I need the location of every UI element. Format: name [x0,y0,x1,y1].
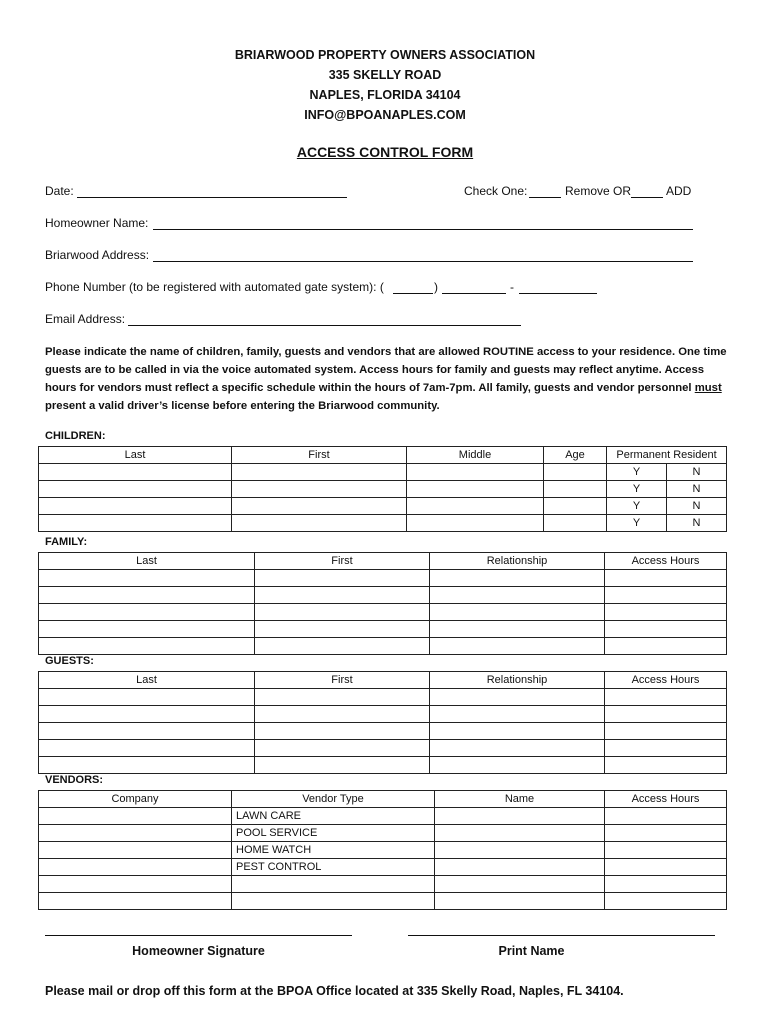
address-field[interactable] [153,261,693,262]
phone-area-code-field[interactable] [393,293,433,294]
cell[interactable] [39,723,255,740]
col-header: Last [39,447,232,464]
homeowner-signature-label: Homeowner Signature [132,944,265,958]
date-field[interactable] [77,197,347,198]
table-row [39,498,727,515]
instructions-emphasis: must [694,382,722,394]
col-header: Last [39,553,255,570]
children-section-label: CHILDREN: [45,430,106,442]
col-header: Access Hours [605,553,727,570]
cell[interactable] [605,859,727,876]
table-row [39,604,727,621]
guests-section-label: GUESTS: [45,655,94,667]
remove-check-field[interactable] [529,197,561,198]
date-label: Date: [45,184,74,198]
cell[interactable] [232,498,407,515]
cell[interactable] [255,570,430,587]
cell[interactable] [430,740,605,757]
vendor-type: HOME WATCH [232,842,435,859]
cell[interactable] [255,723,430,740]
homeowner-signature-field[interactable] [45,935,352,936]
table-row [39,464,727,481]
cell[interactable] [435,825,605,842]
cell[interactable] [435,808,605,825]
address-label: Briarwood Address: [45,248,150,262]
table-header-row [39,791,727,808]
cell[interactable] [430,570,605,587]
cell[interactable] [435,859,605,876]
org-street: 335 SKELLY ROAD [328,68,442,82]
email-field[interactable] [128,325,521,326]
phone-line-field[interactable] [519,293,597,294]
homeowner-name-field[interactable] [153,229,693,230]
cell[interactable] [39,604,255,621]
col-header: Access Hours [605,791,727,808]
table-row [39,481,727,498]
table-row [39,876,727,893]
table-row [39,621,727,638]
cell[interactable] [605,587,727,604]
col-header: Relationship [430,553,605,570]
table-header-row [39,447,727,464]
cell[interactable] [39,587,255,604]
resident-yes[interactable]: Y [607,515,667,532]
cell[interactable] [430,689,605,706]
cell[interactable] [39,706,255,723]
cell[interactable] [232,515,407,532]
cell[interactable] [232,481,407,498]
cell[interactable] [255,604,430,621]
cell[interactable] [605,570,727,587]
resident-yes[interactable]: Y [607,481,667,498]
table-row [39,706,727,723]
email-label: Email Address: [45,312,126,326]
cell[interactable] [39,859,232,876]
cell[interactable] [407,515,544,532]
family-section-label: FAMILY: [45,536,88,548]
add-label: ADD [666,184,692,198]
cell[interactable] [430,604,605,621]
cell[interactable] [544,515,607,532]
table-row [39,570,727,587]
vendor-type: LAWN CARE [232,808,435,825]
col-header: First [255,672,430,689]
table-row [39,757,727,774]
instructions [45,343,735,415]
vendors-section-label: VENDORS: [45,774,104,786]
cell[interactable] [232,893,435,910]
col-header: Age [544,447,607,464]
resident-no[interactable]: N [667,515,727,532]
cell[interactable] [255,621,430,638]
guests-table [38,671,727,774]
cell[interactable] [407,481,544,498]
resident-no[interactable]: N [667,498,727,515]
phone-paren-close: ) [434,280,438,294]
cell[interactable] [430,757,605,774]
table-row [39,842,727,859]
col-header: Company [39,791,232,808]
col-header: Name [435,791,605,808]
cell[interactable] [435,842,605,859]
vendor-type: POOL SERVICE [232,825,435,842]
cell[interactable] [255,689,430,706]
cell[interactable] [605,689,727,706]
homeowner-label: Homeowner Name: [45,216,149,230]
check-one-label: Check One: [464,184,528,198]
cell[interactable] [430,638,605,655]
vendors-table [38,790,727,910]
cell[interactable] [232,464,407,481]
cell[interactable] [605,723,727,740]
cell[interactable] [39,808,232,825]
cell[interactable] [39,570,255,587]
cell[interactable] [39,638,255,655]
cell[interactable] [255,706,430,723]
cell[interactable] [605,876,727,893]
cell[interactable] [605,604,727,621]
resident-no[interactable]: N [667,464,727,481]
table-header-row [39,553,727,570]
cell[interactable] [39,825,232,842]
col-header: Last [39,672,255,689]
cell[interactable] [544,498,607,515]
cell[interactable] [255,740,430,757]
resident-no[interactable]: N [667,481,727,498]
table-row [39,893,727,910]
cell[interactable] [435,876,605,893]
cell[interactable] [544,464,607,481]
cell[interactable] [39,893,232,910]
cell[interactable] [430,587,605,604]
cell[interactable] [39,464,232,481]
col-header: Middle [407,447,544,464]
cell[interactable] [39,515,232,532]
col-header: First [255,553,430,570]
cell[interactable] [39,689,255,706]
table-row [39,723,727,740]
instructions-text-1: Please indicate the name of children, family, guests and vendors that are allowed ROUTINE access to your residence. One time guests are to be called in via the voice automated system. Access hours for family and guests may reflect anytime. Access hours for vendors must reflect a specific schedule within the hours of 7am-7pm. All family, guests and vendor personnel [45,346,727,394]
table-row [39,638,727,655]
resident-yes[interactable]: Y [607,464,667,481]
cell[interactable] [232,876,435,893]
cell[interactable] [435,893,605,910]
cell[interactable] [255,638,430,655]
form-title: ACCESS CONTROL FORM [296,144,474,160]
cell[interactable] [605,808,727,825]
table-row [39,859,727,876]
cell[interactable] [39,757,255,774]
col-header: Permanent Resident [607,447,727,464]
cell[interactable] [605,740,727,757]
cell[interactable] [605,706,727,723]
cell[interactable] [430,706,605,723]
cell[interactable] [407,464,544,481]
footer-instructions: Please mail or drop off this form at the BPOA Office located at 335 Skelly Road, Naples, FL 34104. [45,984,624,998]
col-header: First [232,447,407,464]
org-email: INFO@BPOANAPLES.COM [304,108,466,122]
cell[interactable] [605,893,727,910]
print-name-label: Print Name [498,944,565,958]
cell[interactable] [430,621,605,638]
instructions-text-2: present a valid driver’s license before entering the Briarwood community. [45,400,440,412]
cell[interactable] [605,842,727,859]
cell[interactable] [605,825,727,842]
col-header: Relationship [430,672,605,689]
cell[interactable] [544,481,607,498]
cell[interactable] [430,723,605,740]
remove-label: Remove OR [565,184,632,198]
cell[interactable] [39,621,255,638]
resident-yes[interactable]: Y [607,498,667,515]
col-header: Vendor Type [232,791,435,808]
table-header-row [39,672,727,689]
add-check-field[interactable] [631,197,663,198]
cell[interactable] [605,757,727,774]
table-row [39,808,727,825]
table-row [39,825,727,842]
cell[interactable] [39,876,232,893]
cell[interactable] [255,587,430,604]
table-row [39,515,727,532]
cell[interactable] [255,757,430,774]
phone-prefix-field[interactable] [442,293,506,294]
org-city: NAPLES, FLORIDA 34104 [309,88,461,102]
cell[interactable] [39,481,232,498]
cell[interactable] [39,842,232,859]
org-name: BRIARWOOD PROPERTY OWNERS ASSOCIATION [234,48,536,62]
col-header: Access Hours [605,672,727,689]
children-table [38,446,727,532]
family-table [38,552,727,655]
cell[interactable] [605,621,727,638]
table-row [39,587,727,604]
cell[interactable] [39,740,255,757]
table-row [39,740,727,757]
phone-label: Phone Number (to be registered with automated gate system): ( [45,280,384,294]
cell[interactable] [605,638,727,655]
cell[interactable] [407,498,544,515]
print-name-field[interactable] [408,935,715,936]
vendor-type: PEST CONTROL [232,859,435,876]
table-row [39,689,727,706]
phone-dash: - [510,280,514,294]
cell[interactable] [39,498,232,515]
